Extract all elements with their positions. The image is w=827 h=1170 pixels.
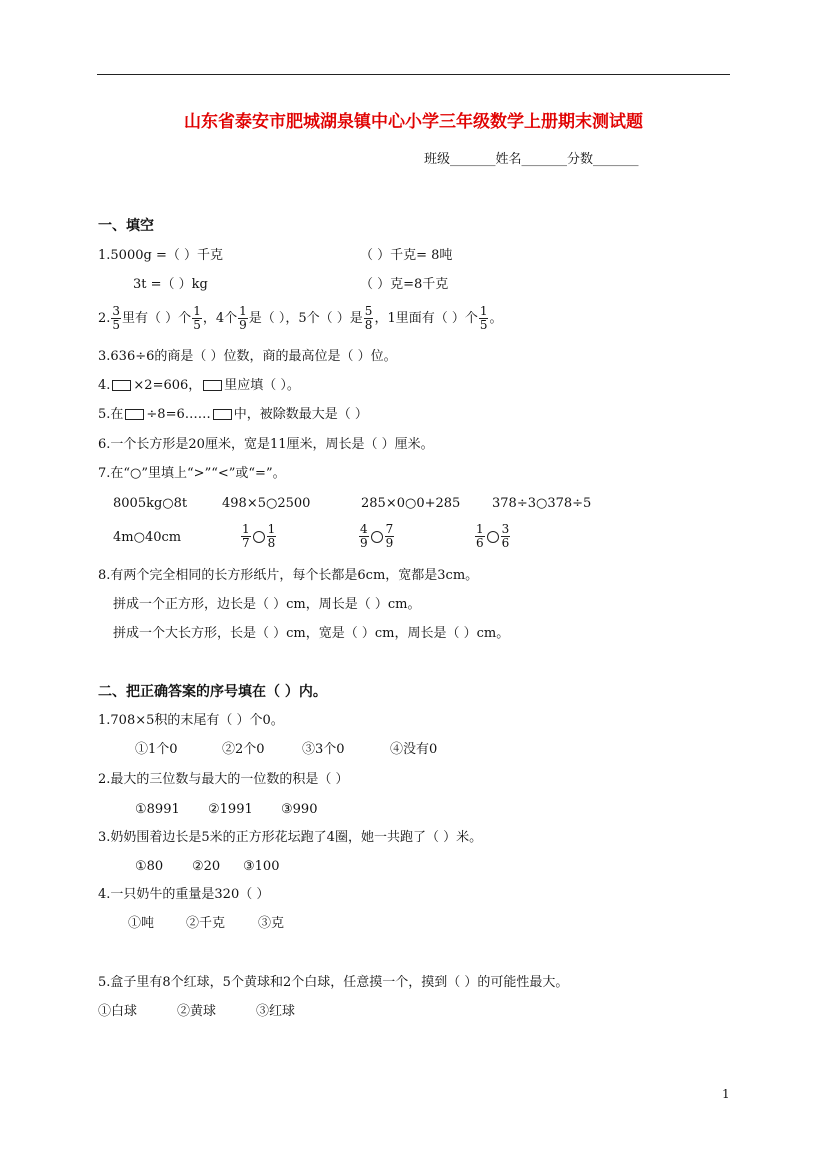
compare-circle	[487, 531, 499, 543]
q5-text: ÷8=6……	[146, 407, 211, 422]
s2-question-2: 2.最大的三位数与最大的一位数的积是（ ）	[98, 772, 349, 787]
q7-item-4: 378÷3○378÷5	[492, 496, 592, 511]
header-rule	[97, 74, 730, 75]
q4-prefix: 4.	[98, 378, 111, 393]
q2-text: 是（ ），5个（ ）是	[248, 311, 363, 326]
q7-fraction-compare-1	[240, 519, 277, 555]
q7-item-2: 498×5○2500	[222, 496, 311, 511]
s2-q2-option-3: ③990	[281, 802, 318, 817]
q2-text: ，4个	[202, 311, 238, 326]
s2-q5-option-2: ②黄球	[177, 1004, 217, 1019]
q7-item-1: 8005kg○8t	[113, 496, 188, 511]
fraction: $\frac{1}{5}$	[193, 304, 201, 332]
question-5	[98, 407, 368, 423]
section1-heading: 一、填空	[98, 218, 154, 234]
q1-part-d: （ ）克=8千克	[360, 277, 449, 292]
s2-q3-option-3: ③100	[243, 859, 280, 874]
fraction: $\frac{7}{9}$	[385, 522, 394, 550]
compare-circle	[371, 531, 383, 543]
q2-text: 里有（ ）个	[122, 311, 192, 326]
q7-fraction-compare-2	[358, 519, 395, 555]
s2-question-1: 1.708×5积的末尾有（ ）个0。	[98, 713, 284, 728]
s2-q3-option-1: ①80	[135, 859, 164, 874]
fraction: $\frac{4}{9}$	[360, 522, 368, 550]
q2-prefix: 2.	[98, 311, 111, 326]
s2-q4-option-2: ②千克	[186, 916, 226, 931]
student-info-line: 班级_______姓名_______分数_______	[424, 152, 639, 167]
fraction: $\frac{1}{6}$	[476, 522, 484, 550]
q1-part-a: 1.5000g =（ ）千克	[98, 248, 223, 263]
blank-box	[213, 409, 232, 420]
q4-text: ×2=606，	[133, 378, 202, 393]
page-title: 山东省泰安市肥城湖泉镇中心小学三年级数学上册期末测试题	[184, 112, 643, 132]
compare-circle	[253, 531, 265, 543]
page-number: 1	[722, 1087, 730, 1101]
s2-q2-option-2: ②1991	[208, 802, 253, 817]
q5-prefix: 5.在	[98, 407, 124, 422]
section2-heading: 二、把正确答案的序号填在（ ）内。	[98, 684, 327, 700]
question-6: 6.一个长方形是20厘米，宽是11厘米，周长是（ ）厘米。	[98, 437, 434, 452]
question-4	[98, 378, 300, 394]
s2-q1-option-2: ②2个0	[222, 742, 265, 757]
fraction: $\frac{3}{6}$	[501, 522, 510, 550]
s2-question-5: 5.盒子里有8个红球，5个黄球和2个白球，任意摸一个，摸到（ ）的可能性最大。	[98, 975, 569, 990]
q4-text: 里应填（ ）。	[224, 378, 300, 393]
question-3: 3.636÷6的商是（ ）位数，商的最高位是（ ）位。	[98, 349, 397, 364]
q1-part-b: （ ）千克= 8吨	[360, 248, 453, 263]
blank-box	[112, 380, 131, 391]
s2-question-4: 4.一只奶牛的重量是320（ ）	[98, 887, 270, 902]
s2-q4-option-1: ①吨	[128, 916, 155, 931]
s2-q3-option-2: ②20	[192, 859, 221, 874]
fraction: $\frac{3}{5}$	[112, 304, 121, 332]
q8-part-b: 拼成一个大长方形，长是（ ）cm，宽是（ ）cm，周长是（ ）cm。	[113, 626, 510, 641]
s2-question-3: 3.奶奶围着边长是5米的正方形花坛跑了4圈，她一共跑了（ ）米。	[98, 830, 483, 845]
fraction: $\frac{5}{8}$	[364, 304, 373, 332]
fraction: $\frac{1}{7}$	[242, 522, 250, 550]
q8-part-a: 拼成一个正方形，边长是（ ）cm，周长是（ ）cm。	[113, 597, 421, 612]
q7-item-5: 4m○40cm	[113, 530, 182, 545]
s2-q2-option-1: ①8991	[135, 802, 180, 817]
s2-q4-option-3: ③克	[258, 916, 285, 931]
q2-text: ，1里面有（ ）个	[374, 311, 478, 326]
q2-text: 。	[489, 311, 503, 326]
s2-q5-option-1: ①白球	[98, 1004, 138, 1019]
blank-box	[203, 380, 222, 391]
s2-q1-option-1: ①1个0	[135, 742, 178, 757]
s2-q5-option-3: ③红球	[256, 1004, 296, 1019]
q7-item-3: 285×0○0+285	[361, 496, 461, 511]
s2-q1-option-3: ③3个0	[302, 742, 345, 757]
fraction: $\frac{1}{5}$	[479, 304, 488, 332]
q7-fraction-compare-3	[474, 519, 511, 555]
question-2	[98, 304, 503, 334]
q1-part-c: 3t =（ ）kg	[133, 277, 208, 292]
fraction: $\frac{1}{8}$	[267, 522, 276, 550]
s2-q1-option-4: ④没有0	[390, 742, 438, 757]
q5-text: 中，被除数最大是（ ）	[233, 407, 368, 422]
question-8: 8.有两个完全相同的长方形纸片，每个长都是6cm，宽都是3cm。	[98, 568, 479, 583]
blank-box	[125, 409, 144, 420]
fraction: $\frac{1}{9}$	[239, 304, 247, 332]
question-7: 7.在“○”里填上“>”“<”或“=”。	[98, 466, 286, 481]
